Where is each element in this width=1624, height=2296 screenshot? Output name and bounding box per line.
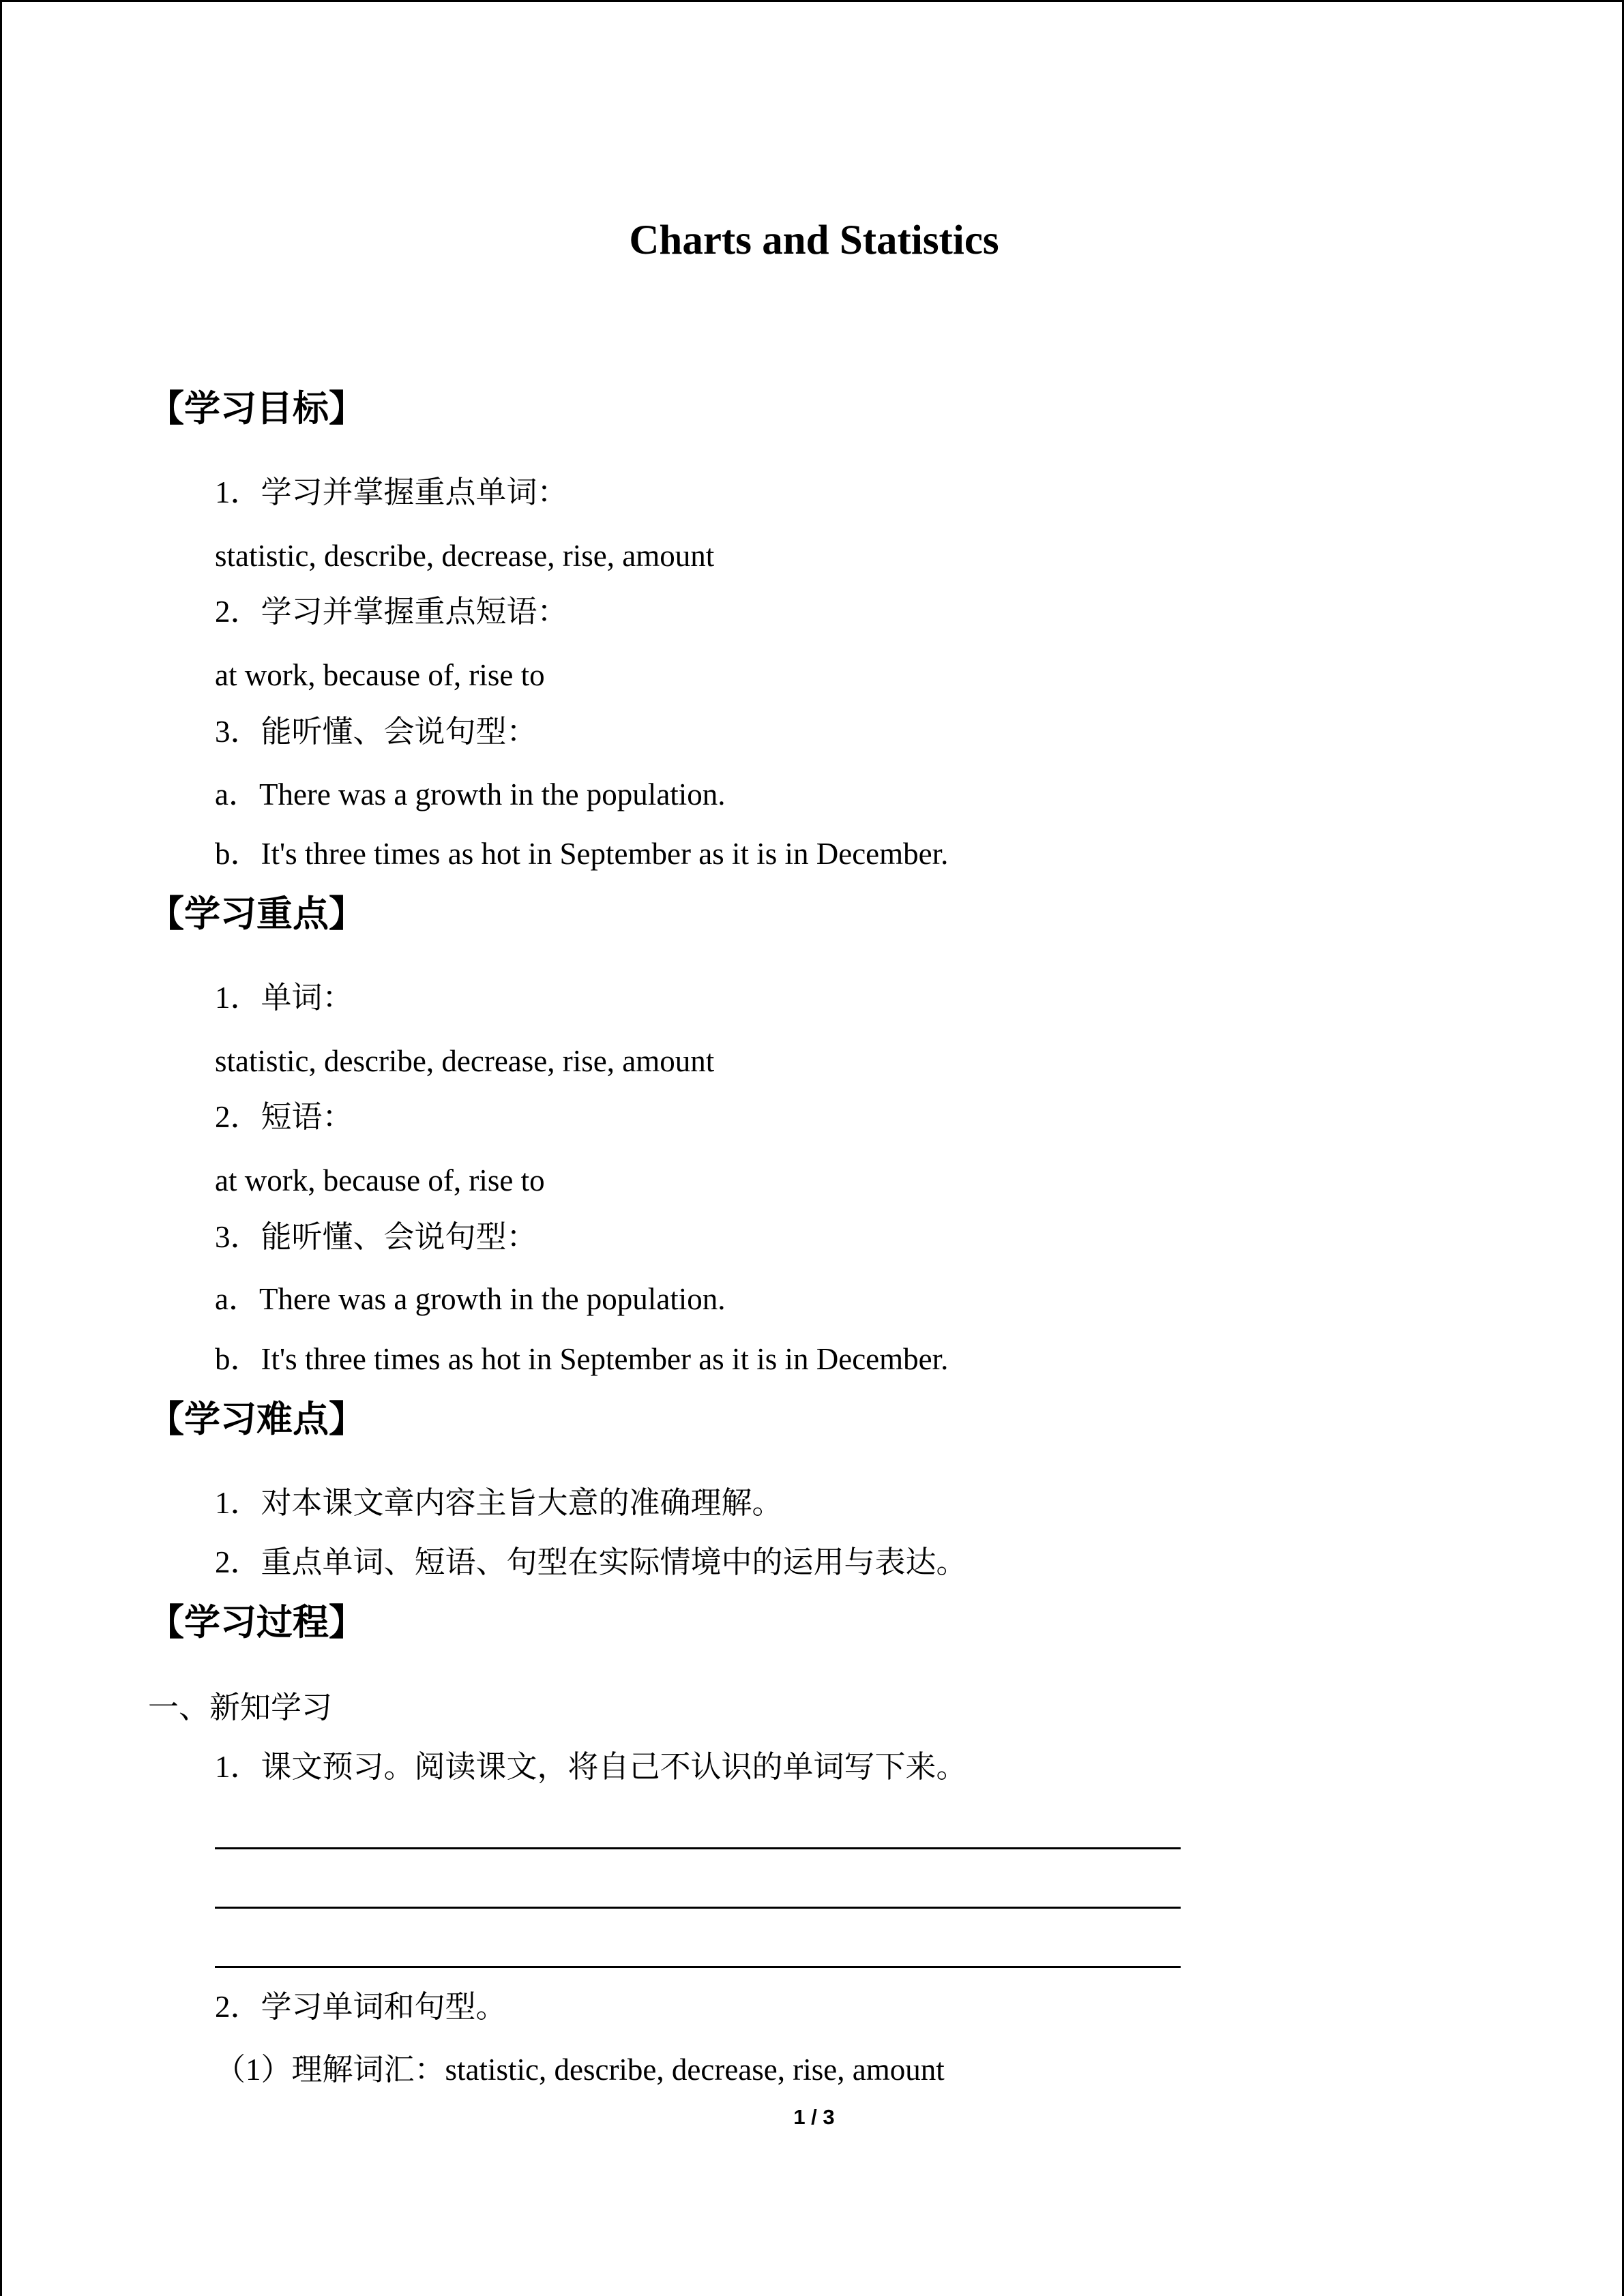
key-points-item-4: at work, because of, rise to (215, 1163, 545, 1197)
objectives-item-6: a．There was a growth in the population. (215, 777, 726, 811)
answer-line[interactable] (215, 1966, 1181, 1968)
key-points-item-3: 2．短语： (215, 1100, 353, 1134)
difficulties-item-1: 1．对本课文章内容主旨大意的准确理解。 (215, 1486, 783, 1520)
objectives-item-5: 3．能听懂、会说句型： (215, 715, 537, 749)
section-heading-key-points: 【学习重点】 (148, 893, 365, 935)
process-step-1: 1．课文预习。阅读课文，将自己不认识的单词写下来。 (215, 1750, 967, 1784)
section-heading-objectives: 【学习目标】 (148, 388, 365, 430)
section-heading-difficulties: 【学习难点】 (148, 1399, 365, 1440)
section-heading-process: 【学习过程】 (148, 1602, 365, 1643)
key-points-item-1: 1．单词： (215, 981, 353, 1015)
difficulties-item-2: 2．重点单词、短语、句型在实际情境中的运用与表达。 (215, 1545, 967, 1579)
objectives-item-3: 2．学习并掌握重点短语： (215, 595, 568, 629)
key-points-item-5: 3．能听懂、会说句型： (215, 1220, 537, 1254)
objectives-item-2: statistic, describe, decrease, rise, amount (215, 539, 715, 573)
page-number: 1 / 3 (793, 2105, 835, 2129)
key-points-item-7: b．It's three times as hot in September as it is in December. (215, 1342, 949, 1376)
page-title: Charts and Statistics (629, 218, 999, 263)
objectives-item-7: b．It's three times as hot in September as it is in December. (215, 837, 949, 871)
process-step-2-sub-1: （1）理解词汇：statistic, describe, decrease, rise, amount (215, 2053, 945, 2087)
objectives-item-4: at work, because of, rise to (215, 658, 545, 692)
process-step-2: 2．学习单词和句型。 (215, 1990, 507, 2024)
objectives-item-1: 1．学习并掌握重点单词： (215, 475, 568, 509)
process-part-title: 一、新知学习 (148, 1690, 333, 1725)
key-points-item-2: statistic, describe, decrease, rise, amount (215, 1044, 715, 1078)
answer-line[interactable] (215, 1847, 1181, 1849)
answer-line[interactable] (215, 1907, 1181, 1909)
key-points-item-6: a．There was a growth in the population. (215, 1282, 726, 1316)
